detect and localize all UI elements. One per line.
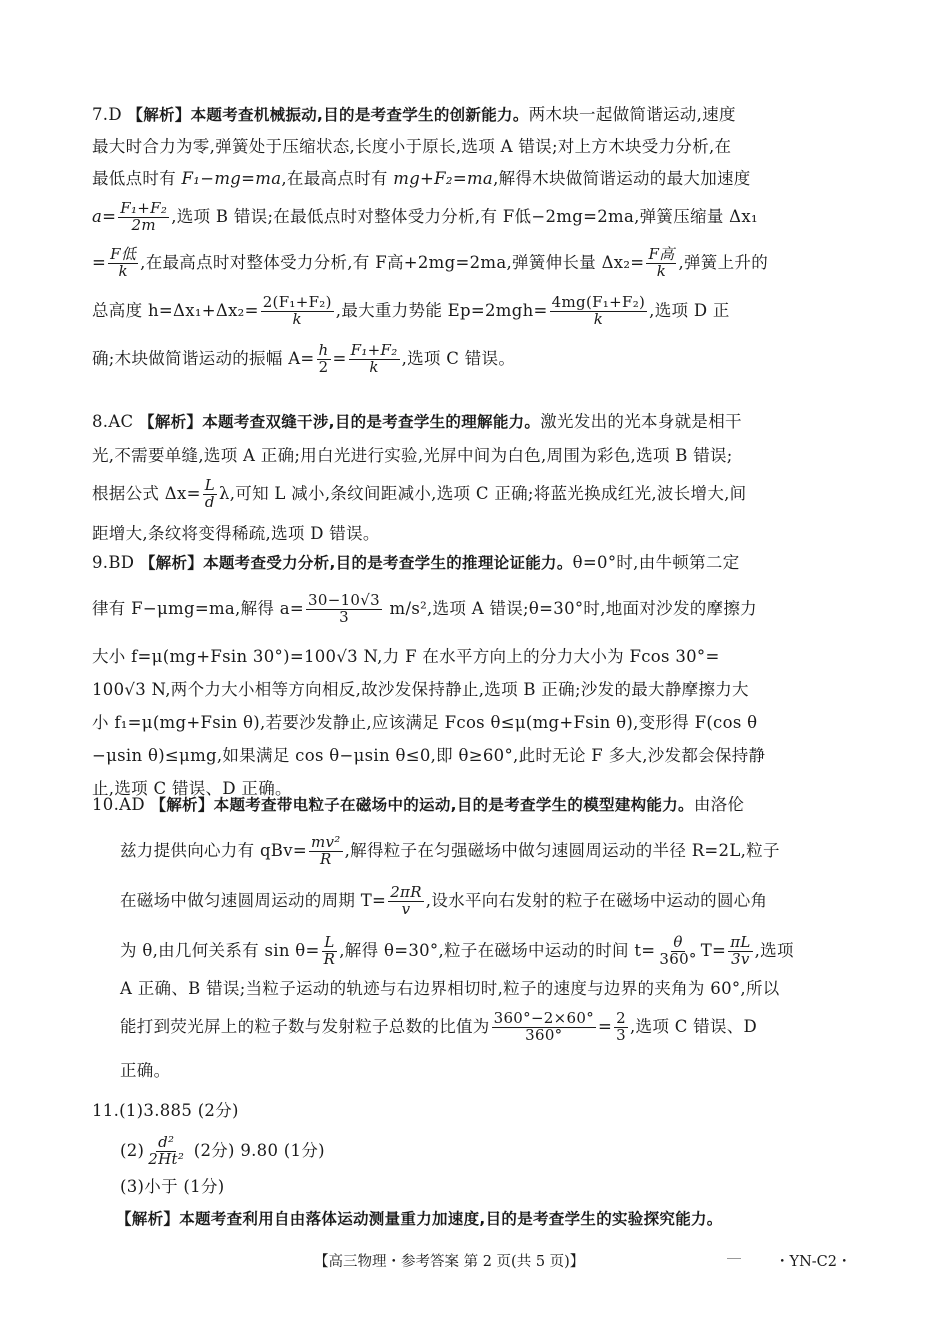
q10-text: ,选项: [754, 941, 794, 960]
q8-text: 激光发出的光本身就是相干: [540, 412, 742, 431]
q7-fraction: [118, 201, 169, 234]
q10-answer: AD: [119, 795, 145, 814]
q7-fraction: [317, 343, 331, 376]
q10-line-5: A 正确、B 错误;当粒子运动的轨迹与右边界相切时,粒子的速度与边界的夹角为 60°,所以: [120, 979, 780, 998]
frac-denominator: 360°: [525, 1026, 563, 1044]
frac-denominator: 3: [616, 1026, 626, 1044]
q10-fraction: [728, 935, 752, 968]
q11-line-2: [92, 1134, 862, 1168]
q9-text: 律有 F−μmg=ma,解得 a=: [92, 599, 305, 618]
q10-line-2: [92, 834, 862, 868]
q9-number: 9.: [92, 553, 109, 572]
q11-analysis: 本题考查利用自由落体运动测量重力加速度,目的是考查学生的实验探究能力。: [179, 1210, 723, 1228]
q10-tag: 【解析】: [150, 796, 214, 814]
q7-intro: 本题考查机械振动,目的是考查学生的创新能力。: [190, 106, 529, 124]
question-9: [92, 550, 862, 802]
q10-text: 在磁场中做匀速圆周运动的周期 T=: [120, 891, 387, 910]
frac-denominator: R: [323, 950, 336, 968]
frac-denominator: k: [593, 310, 604, 328]
q7-text: =: [92, 253, 107, 272]
frac-denominator: k: [292, 310, 302, 328]
q7-line-4: [92, 200, 862, 234]
footer-page-info: 【高三物理・参考答案 第 2 页(共 5 页)】: [314, 1254, 585, 1270]
frac-numerator: F高: [648, 245, 675, 264]
q11-text: (2): [120, 1141, 145, 1160]
q10-text: T=: [700, 941, 727, 960]
frac-denominator: 2: [318, 358, 329, 376]
q11-part-1: (1)3.885 (2分): [119, 1101, 239, 1120]
q10-fraction: [614, 1011, 628, 1044]
q7-text: ,最大重力势能 Ep=2mgh=: [335, 301, 548, 320]
q10-text: 为 θ,由几何关系有 sin θ=: [120, 941, 320, 960]
q7-line-2: 最大时合力为零,弹簧处于压缩状态,长度小于原长,选项 A 错误;对上方木块受力分析,在: [92, 137, 732, 156]
q10-text: 能打到荧光屏上的粒子数与发射粒子总数的比值为: [120, 1017, 490, 1036]
q7-text: 最低点时有: [92, 169, 182, 188]
q7-line-5: [92, 246, 862, 280]
q8-text: λ,可知 L 减小,条纹间距减小,选项 C 正确;将蓝光换成红光,波长增大,间: [218, 484, 747, 503]
q7-text: ,选项 B 错误;在最低点时对整体受力分析,有 F低−2mg=2ma,弹簧压缩量 Δx₁: [171, 207, 758, 226]
q10-fraction: [657, 935, 698, 968]
frac-numerator: 2: [616, 1009, 626, 1028]
q7-fraction: [550, 295, 647, 328]
q7-text: ,在最高点时有: [281, 169, 394, 188]
q9-tag: 【解析】: [139, 554, 204, 572]
q10-text: ,解得粒子在匀强磁场中做匀速圆周运动的半径 R=2L,粒子: [344, 841, 780, 860]
q11-number: 11.: [92, 1101, 120, 1120]
q7-line-3: [92, 166, 862, 192]
q11-line-1: [92, 1098, 862, 1124]
q7-fraction: [261, 295, 334, 328]
q11-line-3: (3)小于 (1分): [120, 1177, 225, 1196]
frac-denominator: 3v: [731, 950, 750, 968]
frac-numerator: L: [324, 933, 335, 952]
q10-fraction: [322, 935, 338, 968]
q10-fraction: [388, 885, 424, 918]
q7-fraction: [646, 247, 676, 280]
q7-text: ,弹簧上升的: [678, 253, 768, 272]
q8-tag: 【解析】: [139, 413, 203, 431]
q7-fraction: [108, 247, 138, 280]
q8-intro: 本题考查双缝干涉,目的是考查学生的理解能力。: [202, 413, 541, 431]
q9-line-6: −μsin θ)≤μmg,如果满足 cos θ−μsin θ≤0,即 θ≥60°,此时无论 F 多大,沙发都会保持静: [92, 746, 766, 765]
q8-line-3: [92, 477, 862, 511]
frac-denominator: 2m: [131, 216, 156, 234]
frac-numerator: 2(F₁+F₂): [262, 293, 332, 312]
q9-text: m/s²,选项 A 错误;θ=30°时,地面对沙发的摩擦力: [383, 599, 757, 618]
frac-denominator: k: [369, 358, 379, 376]
q7-fraction: [349, 343, 400, 376]
q7-formula: a=: [92, 207, 117, 226]
q10-line-4: [92, 934, 862, 968]
q8-line-4: 距增大,条纹将变得稀疏,选项 D 错误。: [92, 524, 380, 543]
frac-numerator: F低: [110, 245, 137, 264]
q7-text: 总高度 h=Δx₁+Δx₂=: [92, 301, 259, 320]
q10-text: ,设水平向右发射的粒子在磁场中运动的圆心角: [425, 891, 768, 910]
frac-numerator: d²: [158, 1133, 175, 1152]
footer-divider: [727, 1258, 741, 1259]
frac-numerator: L: [204, 476, 215, 495]
footer-code: ・YN-C2・: [775, 1254, 852, 1270]
q8-text: 根据公式 Δx=: [92, 484, 201, 503]
frac-numerator: F₁+F₂: [350, 341, 398, 360]
frac-numerator: 4mg(F₁+F₂): [551, 293, 646, 312]
q7-line-1: [92, 102, 862, 128]
q10-text: ,选项 C 错误、D: [630, 1017, 758, 1036]
q8-line-2: 光,不需要单缝,选项 A 正确;用白光进行实验,光屏中间为白色,周围为彩色,选项 B 错误;: [92, 446, 733, 465]
q8-fraction: [203, 478, 217, 511]
q8-answer: AC: [108, 412, 134, 431]
q9-line-1: [92, 550, 862, 576]
frac-numerator: θ: [673, 933, 683, 952]
question-8: [92, 409, 862, 547]
q10-text: 兹力提供向心力有 qBv=: [120, 841, 307, 860]
q9-answer: BD: [108, 553, 135, 572]
q11-fraction: [146, 1135, 186, 1168]
q7-text: 两木块一起做简谐运动,速度: [528, 105, 736, 124]
frac-denominator: 2Ht²: [148, 1150, 185, 1168]
q8-number: 8.: [92, 412, 109, 431]
q7-text: 确;木块做简谐运动的振幅 A=: [92, 349, 315, 368]
q9-line-5: 小 f₁=μ(mg+Fsin θ),若要沙发静止,应该满足 Fcos θ≤μ(mg+Fsin θ),变形得 F(cos θ: [92, 713, 758, 732]
q10-number: 10.: [92, 795, 120, 814]
frac-denominator: d: [204, 493, 215, 511]
q7-text: ,选项 C 错误。: [401, 349, 516, 368]
q9-line-3: 大小 f=μ(mg+Fsin 30°)=100√3 N,力 F 在水平方向上的分力大小为 Fcos 30°=: [92, 647, 720, 666]
q7-formula: F₁−mg=ma: [181, 169, 282, 188]
q10-fraction: [309, 835, 343, 868]
q8-line-1: [92, 409, 862, 435]
q7-line-7: [92, 342, 862, 376]
question-11: [92, 1098, 862, 1232]
q7-answer: D: [108, 105, 122, 124]
frac-numerator: F₁+F₂: [120, 199, 168, 218]
q7-text: ,解得木块做简谐运动的最大加速度: [493, 169, 751, 188]
frac-numerator: 2πR: [390, 883, 422, 902]
frac-denominator: v: [401, 900, 411, 918]
q7-line-6: [92, 294, 862, 328]
q10-fraction: [492, 1011, 596, 1044]
q9-text: θ=0°时,由牛顿第二定: [572, 553, 740, 572]
q7-tag: 【解析】: [127, 106, 191, 124]
q10-text: 由洛伦: [693, 795, 745, 814]
q9-line-4: 100√3 N,两个力大小相等方向相反,故沙发保持静止,选项 B 正确;沙发的最大静摩擦力大: [92, 680, 749, 699]
q7-formula: mg+F₂=ma: [393, 169, 494, 188]
q7-text: ,选项 D 正: [649, 301, 730, 320]
q11-tag: 【解析】: [116, 1210, 180, 1228]
frac-numerator: 30−10√3: [308, 591, 380, 610]
frac-denominator: k: [656, 262, 667, 280]
question-10: [92, 792, 862, 1084]
q11-line-4: [116, 1206, 862, 1232]
frac-numerator: h: [318, 341, 329, 360]
q10-line-6: [92, 1010, 862, 1044]
frac-denominator: 360°: [659, 950, 697, 968]
q10-line-7: 正确。: [120, 1061, 171, 1080]
q10-line-1: [92, 792, 862, 818]
q7-text: =: [332, 349, 347, 368]
frac-denominator: k: [118, 262, 128, 280]
frac-numerator: πL: [730, 933, 751, 952]
q7-number: 7.: [92, 105, 109, 124]
q9-line-2: [92, 592, 862, 626]
q9-intro: 本题考查受力分析,目的是考查学生的推理论证能力。: [203, 554, 573, 572]
frac-denominator: R: [319, 850, 332, 868]
frac-denominator: 3: [339, 608, 349, 626]
q10-text: =: [598, 1017, 613, 1036]
q9-fraction: [306, 593, 382, 626]
q10-text: ,解得 θ=30°,粒子在磁场中运动的时间 t=: [339, 941, 656, 960]
frac-numerator: 360°−2×60°: [493, 1009, 595, 1028]
page-footer: [0, 1250, 950, 1274]
q10-intro: 本题考查带电粒子在磁场中的运动,目的是考查学生的模型建构能力。: [213, 796, 694, 814]
q7-text: ,在最高点时对整体受力分析,有 F高+2mg=2ma,弹簧伸长量 Δx₂=: [140, 253, 645, 272]
frac-numerator: mv²: [310, 833, 341, 852]
q9-line-7: 止,选项 C 错误、D 正确。: [92, 779, 292, 798]
question-7: [92, 102, 862, 376]
q10-line-3: [92, 884, 862, 918]
q11-text: (2分) 9.80 (1分): [188, 1141, 325, 1160]
